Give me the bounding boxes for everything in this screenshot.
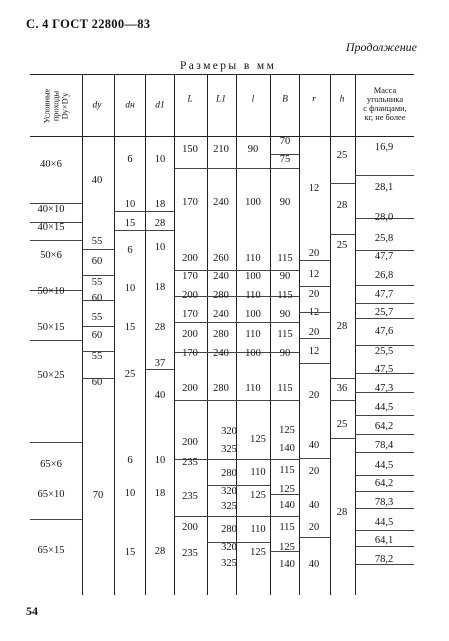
cell-B-125b: 125 [279, 483, 295, 495]
row-rule-33 [299, 363, 330, 364]
cell-l-110a: 110 [245, 252, 261, 264]
row-rule-54 [355, 491, 414, 492]
cell-r-12c: 12 [308, 306, 320, 318]
cell-d1-10a: 10 [154, 153, 166, 165]
cell-m-3: 28,0 [374, 211, 394, 223]
cell-l-110f: 110 [250, 523, 266, 535]
row-rule-37 [330, 234, 355, 235]
cell-l-110b: 110 [245, 289, 261, 301]
col-header-l: l [251, 94, 255, 105]
cell-m-20: 64,1 [374, 534, 394, 546]
row-rule-38 [330, 378, 355, 379]
cell-L1-320c: 320 [221, 541, 237, 553]
cell-B-115b: 115 [277, 289, 293, 301]
cell-l-90: 90 [247, 143, 259, 155]
cell-dn-10b: 10 [124, 282, 136, 294]
row-rule-14 [114, 230, 174, 231]
row-rule-19 [174, 322, 299, 323]
cell-B-115e: 115 [279, 464, 295, 476]
row-rule-56 [355, 530, 414, 531]
cell-du-65x15: 65×15 [37, 544, 65, 556]
cell-h-25a: 25 [336, 149, 348, 161]
cell-B-115d: 115 [277, 382, 293, 394]
cell-l-110d: 110 [245, 382, 261, 394]
cell-r-20e: 20 [308, 465, 320, 477]
cell-m-9: 47,6 [374, 325, 394, 337]
cell-r-12a: 12 [308, 182, 320, 194]
cell-dy-55b: 55 [91, 276, 103, 288]
cell-dn-10a: 10 [124, 198, 136, 210]
cell-d1-28a: 28 [154, 217, 166, 229]
page-number: 54 [26, 604, 38, 618]
cell-L1-240c: 240 [213, 308, 229, 320]
row-rule-2 [30, 240, 82, 241]
cell-dy-55c: 55 [91, 311, 103, 323]
cell-r-20a: 20 [308, 247, 320, 259]
col-header-nominal-passages: Условные проходы Dу×D'у [42, 88, 70, 124]
cell-dn-10c: 10 [124, 487, 136, 499]
cell-L1-280c: 280 [213, 382, 229, 394]
cell-B-90b: 90 [279, 270, 291, 282]
row-rule-21 [174, 400, 299, 401]
cell-r-12b: 12 [308, 268, 320, 280]
cell-m-1: 16,9 [374, 141, 394, 153]
cell-r-40a: 40 [308, 439, 320, 451]
row-rule-35 [299, 537, 330, 538]
cell-m-7: 47,7 [374, 288, 394, 300]
cell-L-200d: 200 [182, 382, 198, 394]
col-header-L: L [187, 94, 193, 105]
row-rule-50 [355, 415, 414, 416]
cell-d1-18b: 18 [154, 281, 166, 293]
cell-L-200c: 200 [182, 328, 198, 340]
col-header-dn: dн [125, 100, 135, 111]
cell-h-28a: 28 [336, 199, 348, 211]
cell-L1-280a: 280 [213, 289, 229, 301]
cell-m-5: 47,7 [374, 250, 394, 262]
cell-dn-15c: 15 [124, 546, 136, 558]
cell-r-40b: 40 [308, 499, 320, 511]
cell-l-110e: 110 [250, 466, 266, 478]
cell-L-150: 150 [182, 143, 198, 155]
row-rule-5 [30, 442, 82, 443]
cell-dn-6a: 6 [127, 153, 133, 165]
cell-dn-6b: 6 [127, 244, 133, 256]
row-rule-45 [355, 303, 414, 304]
cell-L-235c: 235 [182, 547, 198, 559]
cell-L1-325c: 325 [221, 557, 237, 569]
cell-dy-60c: 60 [91, 329, 103, 341]
cell-L-170a: 170 [182, 196, 198, 208]
cell-r-20b: 20 [308, 288, 320, 300]
cell-r-20c: 20 [308, 326, 320, 338]
cell-B-70: 70 [279, 135, 291, 147]
cell-L1-240b: 240 [213, 270, 229, 282]
cell-L-170c: 170 [182, 308, 198, 320]
page-header-standard: С. 4 ГОСТ 22800—83 [26, 17, 151, 31]
cell-B-90d: 90 [279, 347, 291, 359]
cell-L-200b: 200 [182, 289, 198, 301]
cell-L-200f: 200 [182, 521, 198, 533]
cell-dy-55a: 55 [91, 235, 103, 247]
col-header-h: h [339, 94, 345, 105]
row-rule-13 [114, 211, 174, 212]
cell-m-14: 64,2 [374, 420, 394, 432]
cell-B-115f: 115 [279, 521, 295, 533]
column-rule-10 [355, 74, 356, 595]
table-top-rule [30, 74, 414, 75]
cell-d1-28b: 28 [154, 321, 166, 333]
col-header-dy: dу [92, 100, 102, 111]
cell-L-235b: 235 [182, 490, 198, 502]
cell-dn-15b: 15 [124, 321, 136, 333]
cell-dy-60d: 60 [91, 376, 103, 388]
cell-m-17: 64,2 [374, 477, 394, 489]
cell-dy-70: 70 [92, 489, 104, 501]
cell-r-40c: 40 [308, 558, 320, 570]
cell-du-40x10: 40×10 [37, 203, 65, 215]
table-header-rule [30, 136, 414, 137]
cell-B-125c: 125 [279, 541, 295, 553]
cell-B-115a: 115 [277, 252, 293, 264]
cell-L1-280b: 280 [213, 328, 229, 340]
row-rule-26 [207, 542, 270, 543]
cell-m-21: 78,2 [374, 553, 394, 565]
cell-m-11: 47,5 [374, 363, 394, 375]
cell-l-100d: 100 [245, 347, 261, 359]
cell-B-140a: 140 [279, 442, 295, 454]
cell-h-28c: 28 [336, 506, 348, 518]
column-rule-1 [82, 74, 83, 595]
cell-m-8: 25,7 [374, 306, 394, 318]
cell-l-125a: 125 [250, 433, 266, 445]
cell-dy-60a: 60 [91, 255, 103, 267]
cell-m-2: 28,1 [374, 181, 394, 193]
row-rule-53 [355, 475, 414, 476]
cell-L1-320a: 320 [221, 425, 237, 437]
cell-r-12d: 12 [308, 345, 320, 357]
row-rule-39 [330, 400, 355, 401]
cell-h-28b: 28 [336, 320, 348, 332]
cell-du-40x6: 40×6 [40, 158, 62, 170]
row-rule-25 [207, 485, 270, 486]
row-rule-34 [299, 458, 330, 459]
cell-du-50x10: 50×10 [37, 285, 65, 297]
cell-m-13: 44,5 [374, 401, 394, 413]
cell-d1-37: 37 [154, 357, 166, 369]
cell-L-170b: 170 [182, 270, 198, 282]
column-rule-8 [299, 74, 300, 595]
row-rule-41 [355, 175, 414, 176]
cell-r-20f: 20 [308, 521, 320, 533]
cell-L-200a: 200 [182, 252, 198, 264]
cell-r-20d: 20 [308, 389, 320, 401]
cell-L1-240d: 240 [213, 347, 229, 359]
cell-B-115c: 115 [277, 328, 293, 340]
cell-dn-15a: 15 [124, 217, 136, 229]
continuation-label: Продолжение [345, 40, 417, 54]
row-rule-6 [30, 519, 82, 520]
cell-L1-210: 210 [213, 143, 229, 155]
column-rule-2 [114, 74, 115, 595]
cell-d1-40: 40 [154, 389, 166, 401]
cell-L1-280e: 280 [221, 523, 237, 535]
cell-B-90c: 90 [279, 308, 291, 320]
cell-dy-55d: 55 [91, 350, 103, 362]
cell-L1-325a: 325 [221, 443, 237, 455]
cell-m-18: 78,3 [374, 496, 394, 508]
column-rule-9 [330, 74, 331, 595]
row-rule-29 [299, 260, 330, 261]
row-rule-52 [355, 452, 414, 453]
cell-l-125b: 125 [250, 489, 266, 501]
row-rule-4 [30, 340, 82, 341]
cell-m-6: 26,8 [374, 269, 394, 281]
cell-L-170d: 170 [182, 347, 198, 359]
cell-du-40x15: 40×15 [37, 221, 65, 233]
col-header-mass: Масса угольника с фланцами, кг, не более [363, 86, 407, 122]
row-rule-44 [355, 285, 414, 286]
cell-l-100a: 100 [245, 196, 261, 208]
cell-m-19: 44,5 [374, 516, 394, 528]
cell-m-10: 25,5 [374, 345, 394, 357]
cell-dn-6c: 6 [127, 454, 133, 466]
col-header-r: r [312, 94, 316, 105]
cell-l-125c: 125 [250, 546, 266, 558]
cell-du-65x10: 65×10 [37, 488, 65, 500]
cell-B-140c: 140 [279, 558, 295, 570]
cell-B-75: 75 [279, 153, 291, 165]
column-rule-3 [145, 74, 146, 595]
cell-B-90a: 90 [279, 196, 291, 208]
row-rule-10 [82, 326, 114, 327]
cell-d1-18c: 18 [154, 487, 166, 499]
cell-m-4: 25,8 [374, 232, 394, 244]
cell-dy-60b: 60 [91, 292, 103, 304]
cell-L1-320b: 320 [221, 485, 237, 497]
cell-d1-10c: 10 [154, 454, 166, 466]
cell-L1-325b: 325 [221, 500, 237, 512]
cell-h-25c: 25 [336, 418, 348, 430]
row-rule-16 [174, 168, 299, 169]
cell-l-100b: 100 [245, 270, 261, 282]
cell-m-12: 47,3 [374, 382, 394, 394]
cell-du-50x25: 50×25 [37, 369, 65, 381]
dimensions-caption: Размеры в мм [180, 60, 277, 72]
row-rule-40 [330, 438, 355, 439]
col-header-B: B [282, 94, 288, 105]
col-header-L1: L1 [215, 94, 227, 105]
cell-dn-25: 25 [124, 368, 136, 380]
cell-B-140b: 140 [279, 499, 295, 511]
cell-d1-10b: 10 [154, 241, 166, 253]
cell-l-100c: 100 [245, 308, 261, 320]
cell-L1-280d: 280 [221, 467, 237, 479]
cell-B-125a: 125 [279, 424, 295, 436]
col-header-d1: d1 [155, 100, 165, 111]
cell-L1-260a: 260 [213, 252, 229, 264]
cell-L1-240a: 240 [213, 196, 229, 208]
cell-l-110c: 110 [245, 328, 261, 340]
cell-d1-18a: 18 [154, 198, 166, 210]
row-rule-7 [82, 249, 114, 250]
cell-du-50x15: 50×15 [37, 321, 65, 333]
cell-L-235a: 235 [182, 456, 198, 468]
cell-dy-40: 40 [91, 174, 103, 186]
cell-du-65x6: 65×6 [40, 458, 62, 470]
cell-m-16: 44,5 [374, 459, 394, 471]
cell-d1-28c: 28 [154, 545, 166, 557]
cell-h-25b: 25 [336, 239, 348, 251]
row-rule-51 [355, 434, 414, 435]
cell-du-50x6: 50×6 [40, 249, 62, 261]
row-rule-23 [174, 516, 299, 517]
cell-h-36: 36 [336, 382, 348, 394]
cell-L-200e: 200 [182, 436, 198, 448]
row-rule-36 [330, 183, 355, 184]
cell-m-15: 78,4 [374, 439, 394, 451]
row-rule-30 [299, 286, 330, 287]
